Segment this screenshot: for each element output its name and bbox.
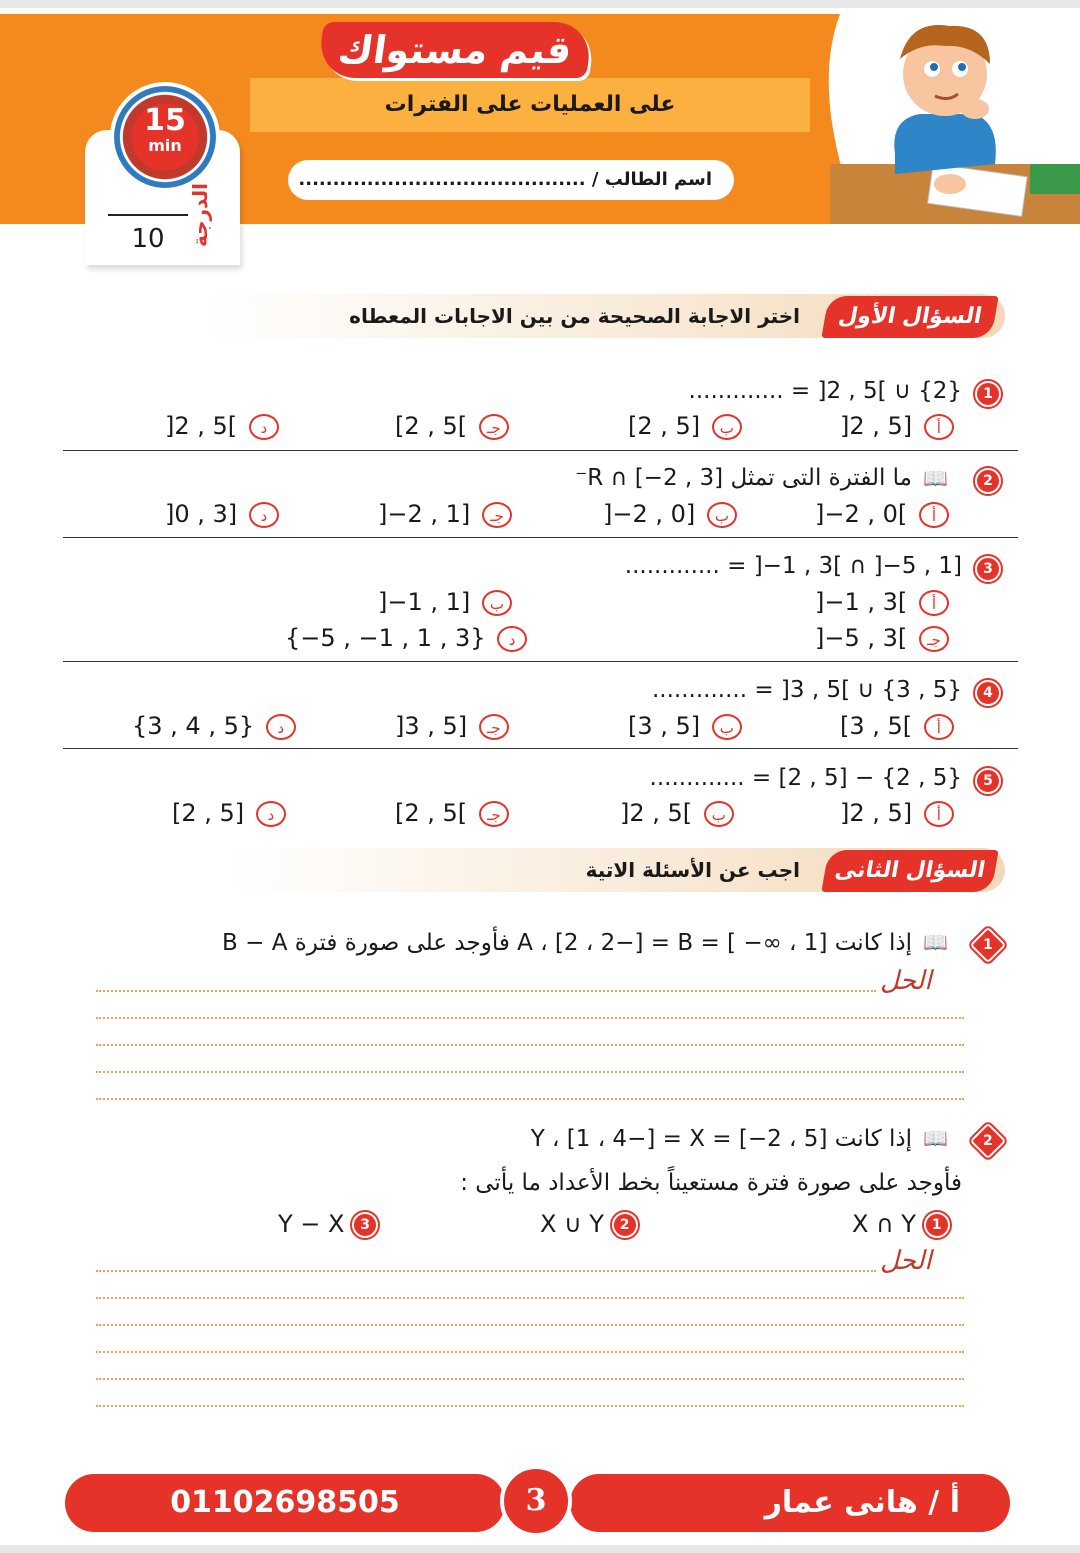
solution-label: الحل [880, 1246, 932, 1276]
section1-instruction: اختر الاجابة الصحيحة من بين الاجابات المعطاه [349, 304, 800, 328]
part-3: Y − X 3 [278, 1210, 378, 1238]
option-b[interactable]: ]2 , 5[ ب [620, 799, 734, 827]
option-letter: د [497, 626, 527, 652]
option-a[interactable]: ]−1 , 3[ أ [815, 588, 949, 616]
phone-number: 01102698505 [65, 1474, 505, 1532]
page-title: قيم مستواك [316, 22, 594, 78]
part-number: 1 [924, 1212, 950, 1238]
option-d[interactable]: {−5 , −1 , 1 , 3} د [285, 624, 527, 652]
question-number: 4 [975, 680, 1001, 706]
timer-badge [110, 82, 220, 192]
option-letter: ب [704, 801, 734, 827]
option-c[interactable]: ]−2 , 1] جـ [378, 500, 512, 528]
option-letter: ب [482, 590, 512, 616]
subtitle: على العمليات على الفترات [250, 78, 810, 132]
option-letter: جـ [479, 714, 509, 740]
option-b[interactable]: ]−2 , 0] ب [603, 500, 737, 528]
option-letter: ب [707, 502, 737, 528]
boy-illustration [800, 14, 1080, 224]
question-text: ............. = [2 , 5] − {2 , 5} [649, 765, 962, 791]
grade-label: الدرجة [188, 183, 212, 247]
student-name-field[interactable]: اسم الطالب / .......................................... [288, 160, 734, 200]
section2-instruction: اجب عن الأسئلة الاتية [585, 858, 800, 882]
section2-tag: السؤال الثانى [821, 850, 998, 892]
question-number: 3 [975, 556, 1001, 582]
answer-line[interactable] [96, 1017, 964, 1019]
answer-line[interactable] [96, 990, 876, 992]
option-letter: د [249, 414, 279, 440]
bottom-border [0, 1545, 1080, 1553]
option-a[interactable]: ]−2 , 0[ أ [815, 500, 949, 528]
answer-line[interactable] [96, 1405, 964, 1407]
divider [63, 537, 1018, 538]
answer-line[interactable] [96, 1351, 964, 1353]
question-text: إذا كانت [1 ، ∞− ] = A ، [2 ، 2−] = B فأوجد على صورة فترة B − A [222, 930, 912, 956]
grade-divider [108, 214, 188, 216]
option-letter: أ [919, 590, 949, 616]
book-icon: 📖 [923, 930, 948, 954]
option-a[interactable]: [3 , 5[ أ [840, 712, 954, 740]
part-number: 2 [612, 1212, 638, 1238]
question-number: 2 [970, 1123, 1007, 1160]
option-a[interactable]: ]2 , 5] أ [840, 412, 954, 440]
part-1: X ∩ Y 1 [852, 1210, 950, 1238]
option-letter: د [249, 502, 279, 528]
option-letter: جـ [479, 801, 509, 827]
section1-tag: السؤال الأول [821, 296, 998, 338]
answer-line[interactable] [96, 1270, 876, 1272]
divider [63, 661, 1018, 662]
answer-line[interactable] [96, 1044, 964, 1046]
option-d[interactable]: ]0 , 3] د [165, 500, 279, 528]
option-b[interactable]: [3 , 5] ب [628, 712, 742, 740]
question-text: ............. = ]−1 , 3[ ∩ ]−5 , 1] [624, 553, 962, 579]
page-number: 3 [500, 1465, 572, 1537]
answer-line[interactable] [96, 1071, 964, 1073]
option-b[interactable]: [2 , 5] ب [628, 412, 742, 440]
divider [63, 748, 1018, 749]
option-d[interactable]: {3 , 4 , 5} د [132, 712, 296, 740]
question-text: ............. = ]2 , 5[ ∪ {2} [688, 378, 962, 404]
option-c[interactable]: ]3 , 5] جـ [395, 712, 509, 740]
part-2: X ∪ Y 2 [540, 1210, 638, 1238]
timer-unit: min [148, 136, 182, 155]
grade-total: 10 [131, 224, 165, 254]
top-border [0, 0, 1080, 8]
question-text: ما الفترة التى تمثل [3 , 2−] ∩ R⁻ [575, 465, 912, 491]
option-letter: د [266, 714, 296, 740]
option-a[interactable]: ]2 , 5] أ [840, 799, 954, 827]
divider [63, 450, 1018, 451]
option-letter: ب [712, 414, 742, 440]
answer-line[interactable] [96, 1378, 964, 1380]
question-subtext: فأوجد على صورة فترة مستعيناً بخط الأعداد ما يأتى : [460, 1170, 962, 1196]
option-d[interactable]: ]2 , 5[ د [165, 412, 279, 440]
option-c[interactable]: [2 , 5[ جـ [395, 799, 509, 827]
answer-line[interactable] [96, 1324, 964, 1326]
option-letter: أ [919, 502, 949, 528]
answer-line[interactable] [96, 1297, 964, 1299]
question-text: إذا كانت [5 ، 2−] = Y ، [1 ، 4−] = X [530, 1126, 912, 1152]
option-c[interactable]: [2 , 5[ جـ [395, 412, 509, 440]
teacher-name: أ / هانى عمار [570, 1474, 1010, 1532]
option-letter: أ [924, 801, 954, 827]
option-letter: جـ [919, 626, 949, 652]
book-icon: 📖 [923, 466, 948, 490]
option-d[interactable]: [2 , 5] د [172, 799, 286, 827]
question-number: 1 [970, 927, 1007, 964]
option-letter: ب [712, 714, 742, 740]
option-letter: جـ [479, 414, 509, 440]
question-number: 2 [975, 468, 1001, 494]
option-letter: جـ [482, 502, 512, 528]
answer-line[interactable] [96, 1098, 964, 1100]
option-letter: أ [924, 714, 954, 740]
option-c[interactable]: ]−5 , 3[ جـ [815, 624, 949, 652]
solution-label: الحل [880, 966, 932, 996]
timer-value: 15 [144, 103, 186, 138]
question-text: ............. = ]3 , 5[ ∪ {3 , 5} [651, 677, 962, 703]
question-number: 5 [975, 768, 1001, 794]
part-number: 3 [352, 1212, 378, 1238]
option-letter: د [256, 801, 286, 827]
option-b[interactable]: ]−1 , 1] ب [378, 588, 512, 616]
option-letter: أ [924, 414, 954, 440]
book-icon: 📖 [923, 1126, 948, 1150]
question-number: 1 [975, 381, 1001, 407]
